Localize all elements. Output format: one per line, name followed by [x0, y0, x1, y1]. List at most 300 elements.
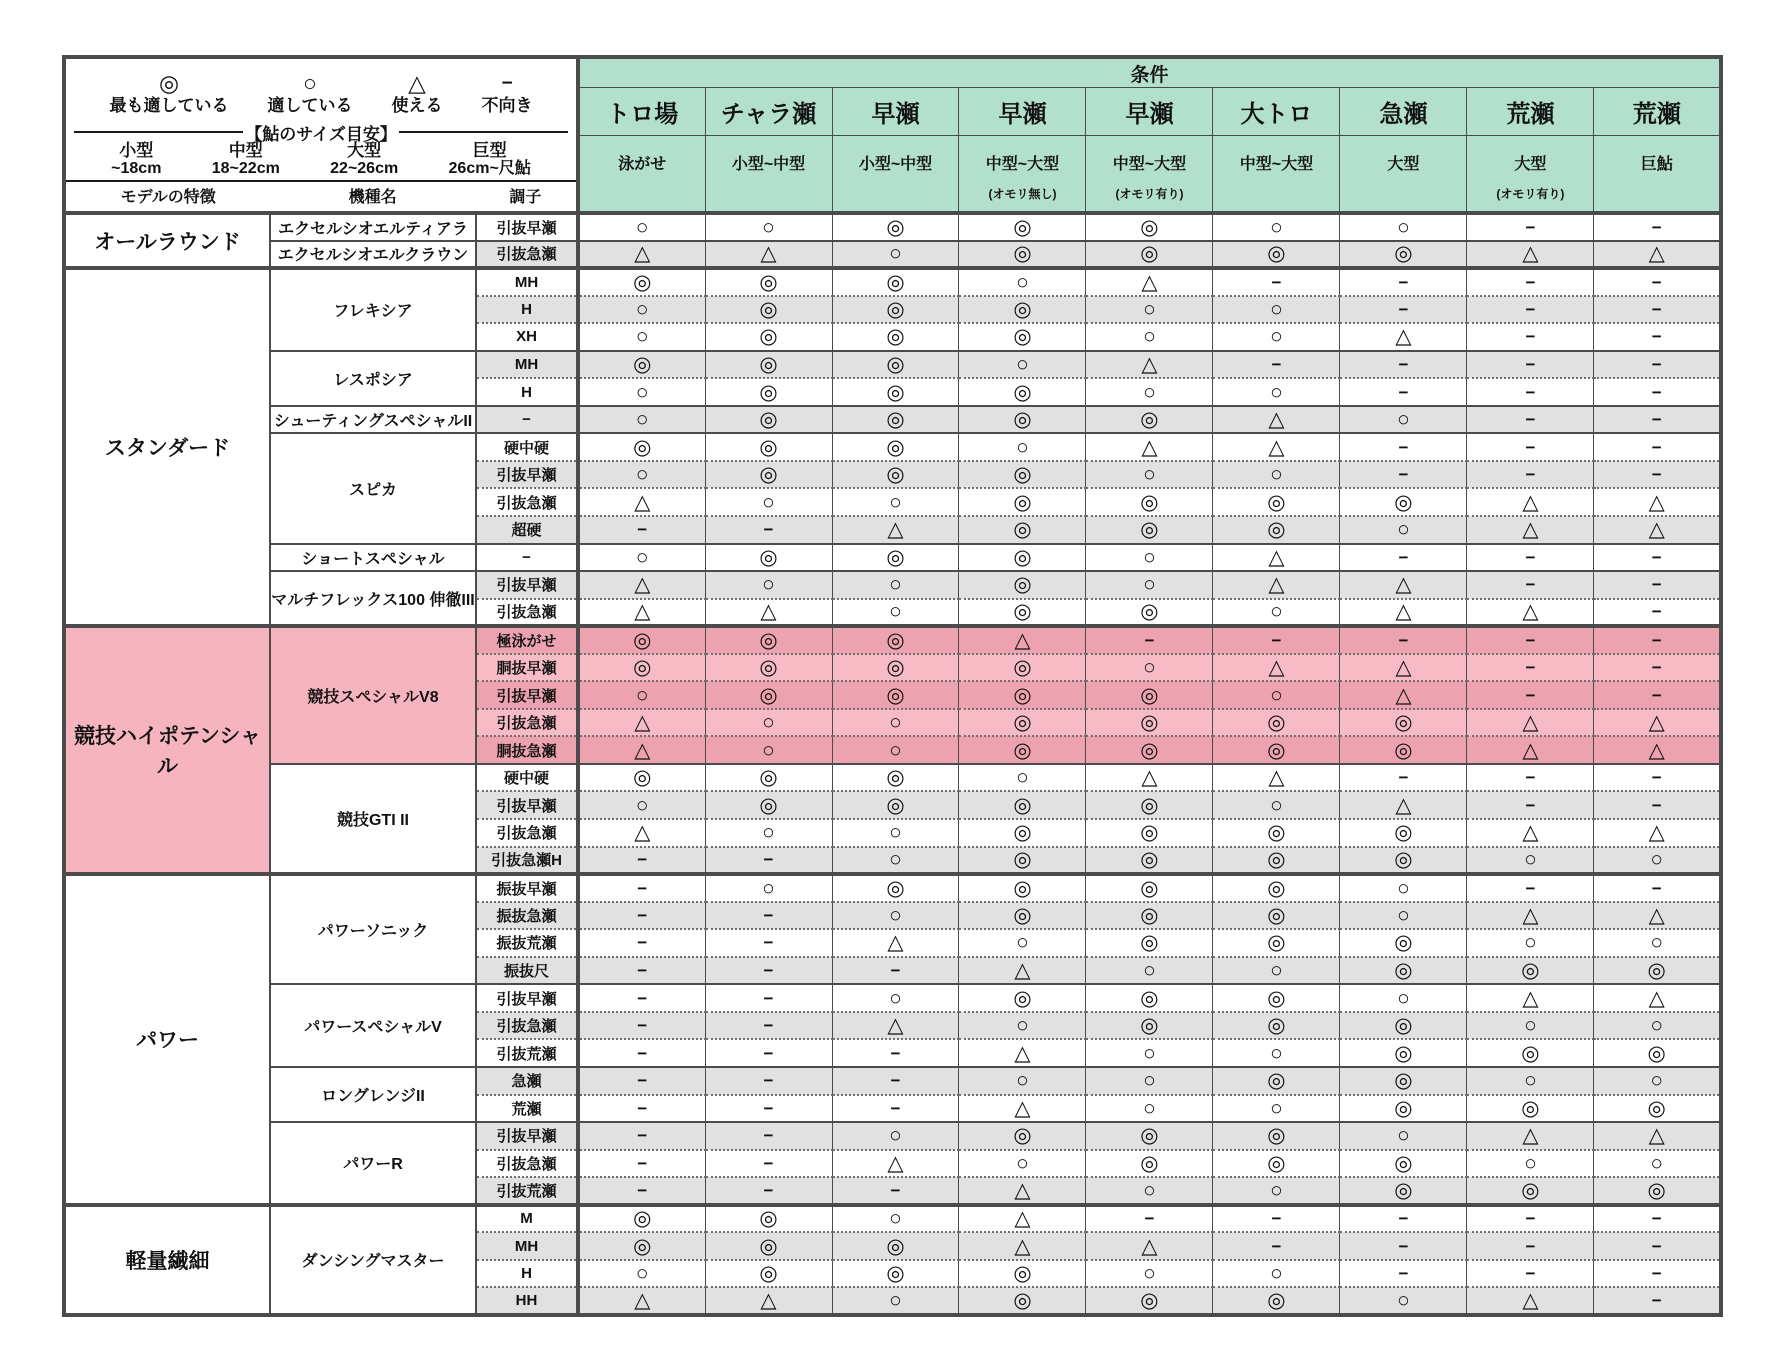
- mark-cell: ◎: [578, 433, 705, 461]
- mark-cell: ○: [1467, 1150, 1594, 1178]
- size-class-name: 大型: [347, 140, 382, 160]
- mark-cell: −: [1340, 461, 1467, 489]
- mark-cell: ○: [832, 571, 959, 599]
- mark-cell: ◎: [832, 544, 959, 572]
- condition-target-size: 泳がせ: [618, 156, 667, 173]
- mark-cell: ○: [578, 378, 705, 406]
- mark-cell: −: [1467, 268, 1594, 296]
- mark-cell: ○: [705, 736, 832, 764]
- mark-cell: ○: [1340, 1122, 1467, 1150]
- mark-cell: ○: [959, 268, 1086, 296]
- mark-cell: ○: [832, 488, 959, 516]
- mark-cell: △: [1467, 241, 1594, 269]
- mark-cell: ○: [1213, 296, 1340, 324]
- mark-cell: ◎: [705, 681, 832, 709]
- mark-cell: ○: [959, 929, 1086, 957]
- mark-cell: ○: [1213, 213, 1340, 241]
- mark-cell: −: [1340, 764, 1467, 792]
- action-cell: 引抜早瀬: [476, 1122, 578, 1150]
- mark-cell: ◎: [959, 599, 1086, 627]
- action-cell: 引抜急瀬: [476, 819, 578, 847]
- action-cell: 振抜早瀬: [476, 874, 578, 902]
- size-class: [212, 141, 280, 179]
- mark-cell: ◎: [832, 1232, 959, 1260]
- mark-cell: ◎: [959, 516, 1086, 544]
- legend-label: 最も適している: [109, 95, 229, 115]
- mark-cell: ◎: [959, 1260, 1086, 1288]
- mark-cell: ○: [1467, 1067, 1594, 1095]
- mark-cell: ◎: [1213, 1012, 1340, 1040]
- action-cell: −: [476, 406, 578, 434]
- action-cell: 振抜急瀬: [476, 902, 578, 930]
- mark-cell: −: [578, 1067, 705, 1095]
- mark-cell: −: [1467, 1205, 1594, 1233]
- table-row: [64, 213, 1721, 241]
- model-name-cell: パワースペシャルV: [270, 984, 476, 1067]
- legend-item: [110, 71, 229, 116]
- action-cell: 引抜荒瀬: [476, 1177, 578, 1205]
- mark-cell: −: [705, 1177, 832, 1205]
- mark-cell: ○: [832, 736, 959, 764]
- mark-cell: ○: [705, 709, 832, 737]
- mark-cell: ◎: [1340, 709, 1467, 737]
- mark-cell: △: [1340, 599, 1467, 627]
- mark-cell: −: [1594, 874, 1721, 902]
- mark-cell: ◎: [1594, 1177, 1721, 1205]
- mark-cell: ◎: [1086, 1122, 1213, 1150]
- size-guide-divider: [66, 124, 576, 144]
- model-name-cell: パワーソニック: [270, 874, 476, 984]
- mark-cell: ◎: [959, 544, 1086, 572]
- mark-cell: ◎: [959, 736, 1086, 764]
- size-class-name: 小型: [119, 140, 154, 160]
- legend-label: 使える: [391, 95, 443, 115]
- mark-cell: ◎: [705, 1260, 832, 1288]
- mark-cell: −: [1467, 378, 1594, 406]
- mark-cell: ◎: [1467, 1039, 1594, 1067]
- mark-cell: ◎: [959, 902, 1086, 930]
- mark-cell: ◎: [959, 378, 1086, 406]
- action-cell: 引抜急瀬H: [476, 847, 578, 875]
- mark-cell: −: [578, 902, 705, 930]
- mark-cell: △: [1594, 709, 1721, 737]
- mark-cell: ◎: [705, 296, 832, 324]
- mark-cell: ◎: [1340, 847, 1467, 875]
- mark-cell: △: [832, 516, 959, 544]
- model-name-cell: ロングレンジII: [270, 1067, 476, 1122]
- mark-cell: △: [832, 929, 959, 957]
- action-cell: 引抜早瀬: [476, 461, 578, 489]
- model-name-cell: シューティングスペシャルII: [270, 406, 476, 434]
- mark-cell: ○: [578, 461, 705, 489]
- mark-cell: −: [1594, 461, 1721, 489]
- mark-cell: ◎: [705, 791, 832, 819]
- mark-cell: ◎: [1467, 1177, 1594, 1205]
- action-cell: 引抜急瀬: [476, 709, 578, 737]
- mark-cell: ◎: [1213, 984, 1340, 1012]
- mark-cell: ○: [1340, 406, 1467, 434]
- mark-cell: ○: [832, 599, 959, 627]
- mark-cell: ○: [1594, 1150, 1721, 1178]
- mark-cell: −: [1467, 654, 1594, 682]
- mark-cell: −: [1086, 1205, 1213, 1233]
- mark-cell: ◎: [832, 791, 959, 819]
- mark-cell: △: [959, 1232, 1086, 1260]
- mark-cell: −: [1467, 681, 1594, 709]
- feature-column-label: モデルの特徴: [120, 189, 216, 206]
- mark-cell: ○: [1086, 323, 1213, 351]
- mark-cell: ◎: [832, 1260, 959, 1288]
- condition-target: [1340, 136, 1467, 214]
- mark-cell: −: [705, 902, 832, 930]
- mark-cell: ◎: [1213, 516, 1340, 544]
- table-header: [64, 57, 1721, 213]
- mark-cell: ○: [1086, 654, 1213, 682]
- mark-cell: −: [1594, 654, 1721, 682]
- mark-cell: −: [1594, 626, 1721, 654]
- mark-cell: −: [578, 1122, 705, 1150]
- mark-cell: −: [578, 516, 705, 544]
- model-name-cell: マルチフレックス100 伸徹III: [270, 571, 476, 626]
- action-cell: 振抜尺: [476, 957, 578, 985]
- condition-target: [705, 136, 832, 214]
- mark-cell: △: [705, 241, 832, 269]
- mark-cell: △: [1594, 1122, 1721, 1150]
- mark-cell: ◎: [1086, 847, 1213, 875]
- mark-cell: −: [705, 1095, 832, 1123]
- mark-cell: △: [1594, 488, 1721, 516]
- mark-cell: ◎: [832, 213, 959, 241]
- mark-cell: −: [1340, 268, 1467, 296]
- model-name-cell: エクセルシオエルクラウン: [270, 241, 476, 269]
- mark-cell: △: [578, 709, 705, 737]
- action-cell: XH: [476, 323, 578, 351]
- legend: [66, 59, 576, 125]
- mark-cell: ◎: [959, 874, 1086, 902]
- table-row: [64, 351, 1721, 379]
- mark-cell: −: [1594, 406, 1721, 434]
- mark-cell: ◎: [959, 1122, 1086, 1150]
- action-cell: 胴抜早瀬: [476, 654, 578, 682]
- mark-cell: ◎: [1086, 213, 1213, 241]
- mark-cell: △: [1340, 571, 1467, 599]
- mark-cell: △: [705, 1287, 832, 1315]
- mark-cell: ◎: [1086, 599, 1213, 627]
- action-cell: 荒瀬: [476, 1095, 578, 1123]
- mark-cell: −: [1467, 1232, 1594, 1260]
- mark-cell: ◎: [1594, 1095, 1721, 1123]
- condition-target-size: 中型~大型: [985, 156, 1060, 173]
- mark-cell: ◎: [705, 654, 832, 682]
- no-symbol: −: [501, 73, 513, 95]
- best-symbol: ◎: [158, 70, 180, 97]
- mark-cell: ◎: [705, 1232, 832, 1260]
- mark-cell: △: [1340, 681, 1467, 709]
- mark-cell: ○: [832, 1205, 959, 1233]
- action-cell: H: [476, 378, 578, 406]
- mark-cell: ◎: [959, 571, 1086, 599]
- mark-cell: −: [832, 1039, 959, 1067]
- mark-cell: −: [705, 957, 832, 985]
- mark-cell: ◎: [578, 654, 705, 682]
- condition-target: [1467, 136, 1594, 214]
- mark-cell: −: [1594, 791, 1721, 819]
- mark-cell: ◎: [705, 544, 832, 572]
- mark-cell: ○: [832, 847, 959, 875]
- condition-target-size: 中型~大型: [1239, 156, 1314, 173]
- mark-cell: ◎: [1086, 241, 1213, 269]
- table-row: [64, 433, 1721, 461]
- mark-cell: ○: [959, 764, 1086, 792]
- mark-cell: △: [1340, 654, 1467, 682]
- mark-cell: −: [832, 1177, 959, 1205]
- mark-cell: ○: [1086, 1260, 1213, 1288]
- mark-cell: ○: [1086, 1095, 1213, 1123]
- mark-cell: △: [578, 241, 705, 269]
- mark-cell: ◎: [1213, 1150, 1340, 1178]
- table-row: [64, 764, 1721, 792]
- model-name-cell: レスポシア: [270, 351, 476, 406]
- mark-cell: ○: [578, 791, 705, 819]
- mark-cell: ○: [1086, 1067, 1213, 1095]
- mark-cell: −: [1467, 874, 1594, 902]
- size-class-name: 巨型: [472, 140, 507, 160]
- mark-cell: ◎: [959, 791, 1086, 819]
- condition-target-size: 小型~中型: [731, 156, 806, 173]
- mark-cell: −: [1594, 764, 1721, 792]
- mark-cell: −: [1340, 296, 1467, 324]
- mark-cell: ◎: [578, 764, 705, 792]
- size-guide-title: 【鮎のサイズ目安】: [245, 124, 397, 144]
- mark-cell: △: [1467, 488, 1594, 516]
- mark-cell: −: [1213, 268, 1340, 296]
- mark-cell: −: [1467, 461, 1594, 489]
- mark-cell: ◎: [959, 654, 1086, 682]
- mark-cell: ○: [832, 1122, 959, 1150]
- mark-cell: △: [578, 488, 705, 516]
- condition-weight-note: (オモリ有り): [1496, 187, 1565, 201]
- mark-cell: ◎: [1086, 929, 1213, 957]
- mark-cell: −: [1594, 433, 1721, 461]
- table-row: [64, 406, 1721, 434]
- mark-cell: ◎: [1213, 1067, 1340, 1095]
- table-row: [64, 268, 1721, 296]
- mark-cell: −: [1594, 351, 1721, 379]
- corner-panel: [66, 59, 576, 209]
- mark-cell: −: [705, 984, 832, 1012]
- mark-cell: ◎: [832, 406, 959, 434]
- mark-cell: ◎: [1467, 957, 1594, 985]
- action-cell: M: [476, 1205, 578, 1233]
- mark-cell: ◎: [1213, 241, 1340, 269]
- mark-cell: ◎: [832, 268, 959, 296]
- mark-cell: −: [1467, 791, 1594, 819]
- mark-cell: ◎: [832, 626, 959, 654]
- mark-cell: △: [578, 736, 705, 764]
- mark-cell: ○: [1594, 847, 1721, 875]
- mark-cell: ◎: [959, 241, 1086, 269]
- conditions-header: 条件: [578, 57, 1721, 88]
- mark-cell: △: [1594, 736, 1721, 764]
- mark-cell: ○: [1213, 957, 1340, 985]
- mark-cell: △: [1213, 571, 1340, 599]
- condition-name: チャラ瀬: [705, 88, 832, 136]
- mark-cell: ○: [1213, 791, 1340, 819]
- mark-cell: −: [1340, 378, 1467, 406]
- mark-cell: ◎: [1086, 791, 1213, 819]
- mark-cell: △: [1213, 544, 1340, 572]
- mark-cell: −: [1467, 351, 1594, 379]
- mark-cell: ◎: [705, 433, 832, 461]
- mark-cell: −: [1340, 1205, 1467, 1233]
- mark-cell: −: [1594, 323, 1721, 351]
- table-row: [64, 1205, 1721, 1233]
- mark-cell: ○: [705, 819, 832, 847]
- mark-cell: ◎: [1213, 929, 1340, 957]
- action-cell: 硬中硬: [476, 433, 578, 461]
- action-cell: 引抜急瀬: [476, 1012, 578, 1040]
- action-cell: 振抜荒瀬: [476, 929, 578, 957]
- condition-target: [832, 136, 959, 214]
- mark-cell: ◎: [1086, 984, 1213, 1012]
- mark-cell: ◎: [1340, 929, 1467, 957]
- mark-cell: ○: [1213, 1039, 1340, 1067]
- mark-cell: ◎: [1213, 1287, 1340, 1315]
- mark-cell: ◎: [959, 323, 1086, 351]
- mark-cell: −: [1594, 378, 1721, 406]
- mark-cell: △: [959, 957, 1086, 985]
- mark-cell: △: [578, 819, 705, 847]
- mark-cell: ◎: [1340, 1012, 1467, 1040]
- mark-cell: ○: [1340, 874, 1467, 902]
- condition-target: [1086, 136, 1213, 214]
- mark-cell: ◎: [959, 709, 1086, 737]
- mark-cell: ○: [1467, 1012, 1594, 1040]
- mark-cell: △: [1213, 406, 1340, 434]
- action-column-label: 調子: [509, 189, 542, 206]
- mark-cell: △: [578, 1287, 705, 1315]
- mark-cell: ◎: [1086, 1287, 1213, 1315]
- legend-item: [482, 71, 533, 116]
- action-cell: 超硬: [476, 516, 578, 544]
- size-class: [449, 141, 531, 179]
- action-cell: 急瀬: [476, 1067, 578, 1095]
- mark-cell: ○: [1594, 1012, 1721, 1040]
- mark-cell: ◎: [578, 268, 705, 296]
- mark-cell: −: [578, 1095, 705, 1123]
- category-cell: 軽量繊細: [64, 1205, 270, 1315]
- mark-cell: −: [578, 847, 705, 875]
- model-name-cell: ダンシングマスター: [270, 1205, 476, 1315]
- mark-cell: △: [959, 1177, 1086, 1205]
- mark-cell: ○: [705, 571, 832, 599]
- mark-cell: −: [1594, 1205, 1721, 1233]
- condition-name: 荒瀬: [1594, 88, 1721, 136]
- mark-cell: −: [1594, 268, 1721, 296]
- mark-cell: −: [578, 1012, 705, 1040]
- mark-cell: △: [832, 1150, 959, 1178]
- mark-cell: ○: [705, 213, 832, 241]
- mark-cell: ◎: [1213, 847, 1340, 875]
- mark-cell: ○: [1467, 929, 1594, 957]
- mark-cell: △: [705, 599, 832, 627]
- action-cell: MH: [476, 1232, 578, 1260]
- mark-cell: −: [1467, 213, 1594, 241]
- condition-name: 早瀬: [1086, 88, 1213, 136]
- mark-cell: −: [705, 516, 832, 544]
- mark-cell: −: [1467, 406, 1594, 434]
- mark-cell: ○: [1340, 516, 1467, 544]
- mark-cell: −: [1594, 681, 1721, 709]
- mark-cell: ◎: [705, 764, 832, 792]
- table-row: [64, 874, 1721, 902]
- mark-cell: ◎: [832, 461, 959, 489]
- mark-cell: ◎: [959, 681, 1086, 709]
- mark-cell: △: [1594, 902, 1721, 930]
- action-cell: 引抜早瀬: [476, 791, 578, 819]
- mark-cell: △: [1340, 323, 1467, 351]
- mark-cell: ○: [832, 709, 959, 737]
- mark-cell: ○: [1213, 323, 1340, 351]
- mark-cell: ◎: [705, 351, 832, 379]
- action-cell: 引抜早瀬: [476, 984, 578, 1012]
- legend-and-size-guide-panel: [64, 57, 578, 213]
- mark-cell: ○: [1467, 847, 1594, 875]
- mark-cell: △: [1467, 736, 1594, 764]
- size-class-range: 22~26cm: [330, 160, 399, 178]
- mark-cell: ◎: [1213, 902, 1340, 930]
- mark-cell: △: [1086, 1232, 1213, 1260]
- size-class: [330, 141, 398, 179]
- mark-cell: ◎: [959, 847, 1086, 875]
- condition-name: 大トロ: [1213, 88, 1340, 136]
- mark-cell: ○: [578, 323, 705, 351]
- mark-cell: △: [1467, 819, 1594, 847]
- mark-cell: ○: [1086, 378, 1213, 406]
- mark-cell: ○: [832, 902, 959, 930]
- mark-cell: −: [705, 1012, 832, 1040]
- mark-cell: ◎: [1594, 957, 1721, 985]
- mark-cell: ◎: [578, 351, 705, 379]
- action-cell: 引抜急瀬: [476, 488, 578, 516]
- mark-cell: ○: [1213, 1177, 1340, 1205]
- mark-cell: ○: [1213, 681, 1340, 709]
- action-cell: 引抜荒瀬: [476, 1039, 578, 1067]
- size-class: [111, 141, 161, 179]
- mark-cell: ○: [959, 1012, 1086, 1040]
- mark-cell: ◎: [959, 1287, 1086, 1315]
- mark-cell: −: [705, 1039, 832, 1067]
- mark-cell: ◎: [705, 461, 832, 489]
- mark-cell: −: [1594, 1260, 1721, 1288]
- mark-cell: −: [1467, 296, 1594, 324]
- mark-cell: ○: [1340, 213, 1467, 241]
- mark-cell: ○: [832, 241, 959, 269]
- mark-cell: ○: [578, 1260, 705, 1288]
- condition-weight-note: (オモリ無し): [988, 187, 1057, 201]
- mark-cell: ◎: [1340, 241, 1467, 269]
- usable-symbol: △: [408, 70, 426, 97]
- divider-line: [74, 131, 243, 134]
- mark-cell: △: [1467, 599, 1594, 627]
- mark-cell: −: [1086, 626, 1213, 654]
- mark-cell: ◎: [832, 433, 959, 461]
- mark-cell: −: [1467, 323, 1594, 351]
- mark-cell: ○: [832, 984, 959, 1012]
- mark-cell: ◎: [959, 984, 1086, 1012]
- mark-cell: ◎: [705, 626, 832, 654]
- mark-cell: △: [959, 626, 1086, 654]
